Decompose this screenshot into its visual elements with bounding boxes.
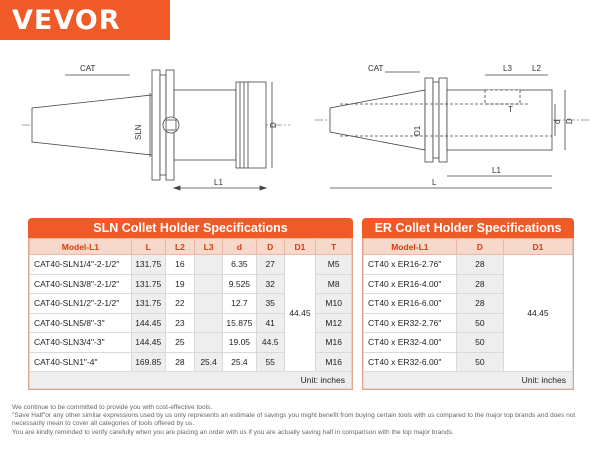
sln-cat-label: CAT (80, 64, 96, 73)
cell-l2: 28 (165, 352, 195, 372)
cell-model: CT40 x ER32-4.00" (364, 333, 457, 353)
cell-D: 28 (456, 255, 503, 275)
header-l: L (131, 239, 165, 255)
cell-d: 19.05 (222, 333, 256, 353)
cell-model: CAT40-SLN1"-4" (30, 352, 132, 372)
footer-line-1: We continue to be committed to provide you with cost-effective tools. (12, 404, 213, 411)
sln-header-row (30, 239, 352, 255)
er-l3-label: L3 (503, 64, 512, 73)
sln-size-label: SLN (134, 124, 143, 140)
header-l3: L3 (195, 239, 223, 255)
er-d-cap-label: D (565, 118, 574, 124)
cell-D: 41 (256, 313, 284, 333)
cell-model: CAT40-SLN5/8"-3" (30, 313, 132, 333)
header-t: T (316, 239, 352, 255)
header-model: Model-L1 (364, 239, 457, 255)
er-table-title: ER Collet Holder Specifications (362, 218, 574, 238)
cell-D: 28 (456, 274, 503, 294)
cell-t: M5 (316, 255, 352, 275)
er-header-row (364, 239, 573, 255)
cell-l2: 22 (165, 294, 195, 314)
cell-t: M8 (316, 274, 352, 294)
header-l2: L2 (165, 239, 195, 255)
er-l2-label: L2 (532, 64, 541, 73)
cell-d: 25.4 (222, 352, 256, 372)
cell-l3 (195, 294, 223, 314)
er-d1-label: D1 (413, 125, 422, 136)
cell-model: CT40 x ER32-2.76" (364, 313, 457, 333)
header-D: D (256, 239, 284, 255)
cell-model: CT40 x ER16-6.00" (364, 294, 457, 314)
cell-d1: 44.45 (503, 255, 572, 372)
sln-holder-drawing (22, 70, 290, 190)
sln-d-label: D (269, 122, 278, 128)
cell-D: 32 (256, 274, 284, 294)
cell-d: 9.525 (222, 274, 256, 294)
cell-l3 (195, 274, 223, 294)
cell-model: CAT40-SLN1/2"-2-1/2" (30, 294, 132, 314)
cell-D: 50 (456, 333, 503, 353)
cell-l2: 25 (165, 333, 195, 353)
cell-t: M16 (316, 333, 352, 353)
er-t-label: T (508, 105, 513, 114)
header-d1: D1 (284, 239, 316, 255)
cell-l3: 25.4 (195, 352, 223, 372)
cell-model: CAT40-SLN3/4"-3" (30, 333, 132, 353)
cell-t: M16 (316, 352, 352, 372)
cell-l2: 23 (165, 313, 195, 333)
header-d: d (222, 239, 256, 255)
er-l1-label: L1 (492, 166, 501, 175)
cell-D: 35 (256, 294, 284, 314)
cell-D: 50 (456, 313, 503, 333)
unit-row (30, 372, 352, 389)
cell-l2: 16 (165, 255, 195, 275)
unit-row (364, 372, 573, 389)
header-d1: D1 (503, 239, 572, 255)
cell-l: 131.75 (131, 274, 165, 294)
sln-l1-label: L1 (214, 178, 223, 187)
header-D: D (456, 239, 503, 255)
vevor-logo: VEVOR (0, 0, 170, 40)
er-d-small-label: d (553, 119, 562, 124)
er-unit-note: Unit: inches (364, 372, 573, 389)
cell-d: 15.875 (222, 313, 256, 333)
cell-d: 12.7 (222, 294, 256, 314)
disclaimer-footer (12, 404, 592, 437)
cell-model: CT40 x ER32-6.00" (364, 352, 457, 372)
cell-l: 169.85 (131, 352, 165, 372)
cell-D: 27 (256, 255, 284, 275)
cell-t: M10 (316, 294, 352, 314)
cell-d1: 44.45 (284, 255, 316, 372)
cell-model: CAT40-SLN1/4"-2-1/2" (30, 255, 132, 275)
footer-line-2: "Save Half"or any other similar expressions used by us only represents an estimate of savings you might benefit from buying certain tools with us compared to the major top brands and does not necessarily mean to cover all categories of tools offered by us. (12, 412, 576, 428)
er-cat-label: CAT (368, 64, 384, 73)
sln-unit-note: Unit: inches (30, 372, 352, 389)
cell-model: CAT40-SLN3/8"-2-1/2" (30, 274, 132, 294)
cell-D: 55 (256, 352, 284, 372)
cell-l2: 19 (165, 274, 195, 294)
cell-l: 131.75 (131, 255, 165, 275)
er-l-label: L (432, 178, 437, 187)
cell-D: 28 (456, 294, 503, 314)
cell-d: 6.35 (222, 255, 256, 275)
sln-spec-table (28, 218, 353, 390)
table-row (364, 255, 573, 275)
cell-l: 144.45 (131, 313, 165, 333)
cell-l: 131.75 (131, 294, 165, 314)
cell-l: 144.45 (131, 333, 165, 353)
cell-D: 44.5 (256, 333, 284, 353)
table-row (30, 255, 352, 275)
technical-drawings (0, 40, 600, 208)
cell-l3 (195, 313, 223, 333)
er-spec-table (362, 218, 574, 390)
cell-t: M12 (316, 313, 352, 333)
sln-table-title: SLN Collet Holder Specifications (28, 218, 353, 238)
header-model: Model-L1 (30, 239, 132, 255)
er-holder-drawing (315, 72, 590, 188)
cell-l3 (195, 255, 223, 275)
footer-line-3: You are kindly reminded to verify carefully when you are placing an order with us if you are actually saving half in comparison with the top major brands. (12, 428, 454, 436)
cell-D: 50 (456, 352, 503, 372)
cell-model: CT40 x ER16-2.76" (364, 255, 457, 275)
cell-model: CT40 x ER16-4.00" (364, 274, 457, 294)
cell-l3 (195, 333, 223, 353)
